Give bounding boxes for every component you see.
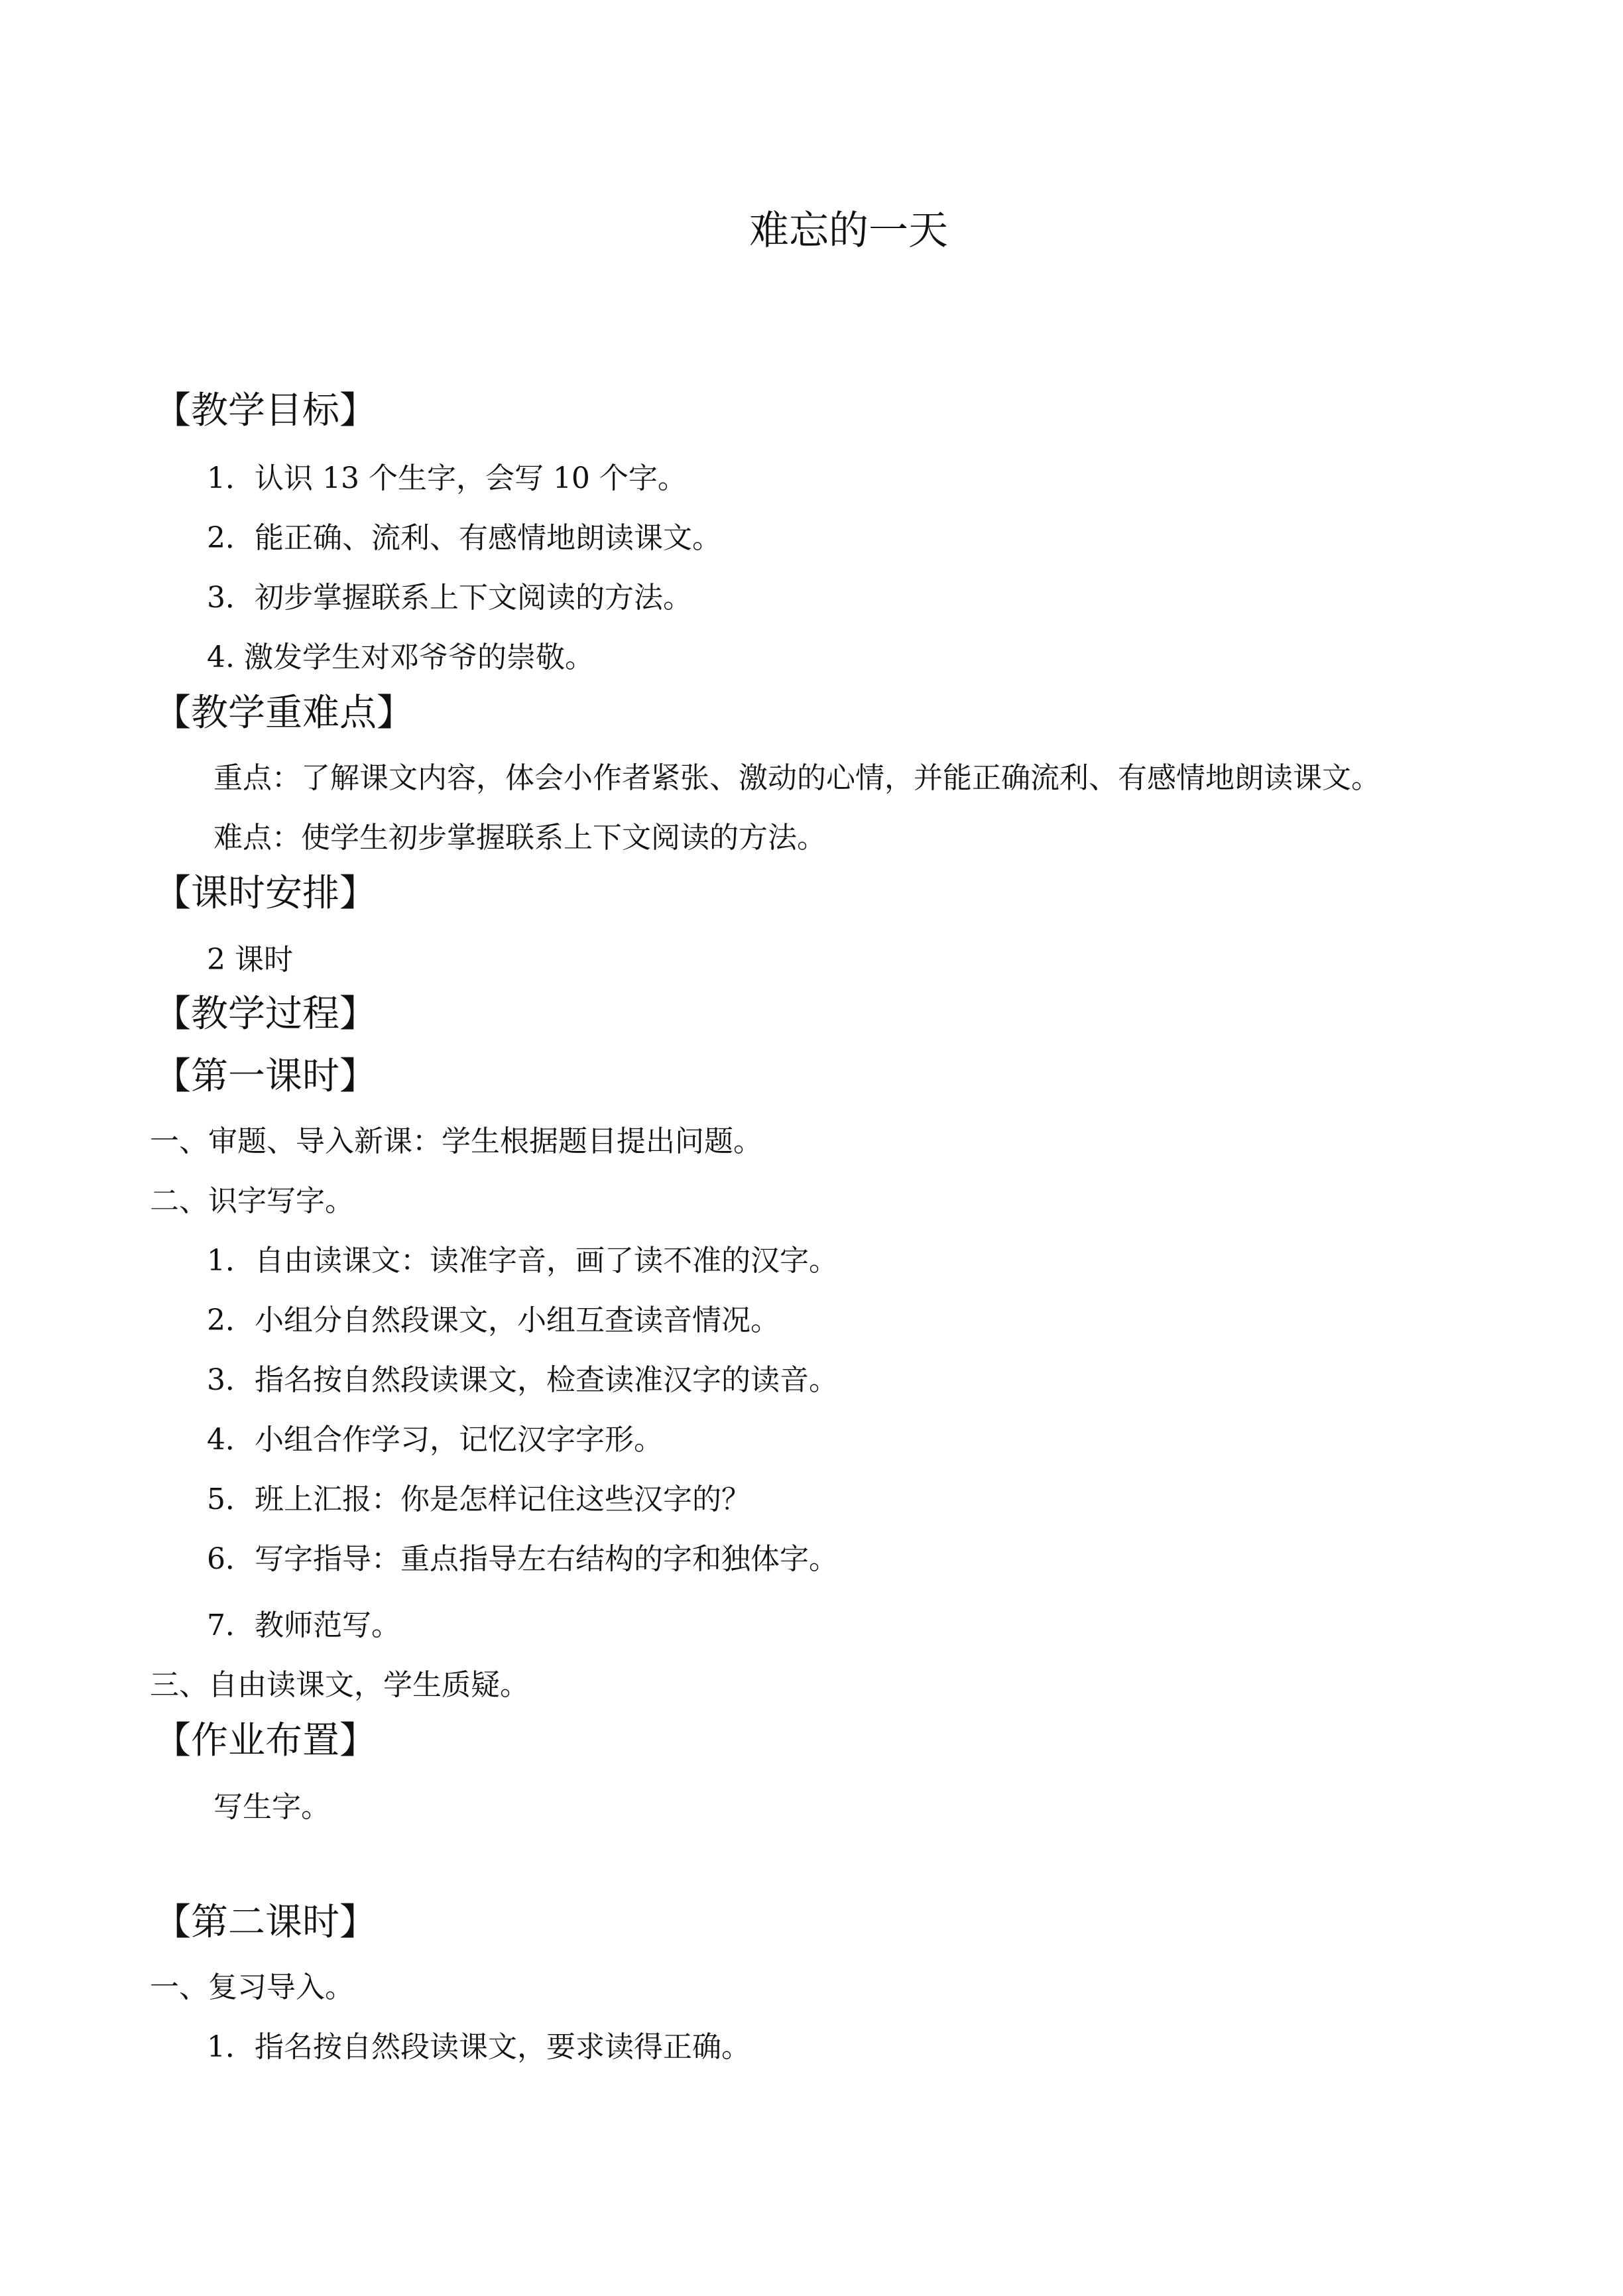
lesson1-step: 三、自由读课文，学生质疑。 — [150, 1668, 529, 1702]
lesson1-substep: 5．班上汇报：你是怎样记住这些汉字的？ — [207, 1482, 751, 1516]
lesson1-step: 二、识字写字。 — [150, 1184, 354, 1218]
key-point-item: 难点：使学生初步掌握联系上下文阅读的方法。 — [213, 821, 826, 855]
lesson1-substep: 7．教师范写。 — [207, 1608, 400, 1642]
homework-item: 写生字。 — [213, 1790, 330, 1824]
lesson1-step: 一、审题、导入新课：学生根据题目提出问题。 — [150, 1124, 762, 1158]
objective-item: 2．能正确、流利、有感情地朗读课文。 — [207, 521, 721, 555]
lesson1-substep: 6．写字指导：重点指导左右结构的字和独体字。 — [207, 1542, 838, 1576]
lesson2-step: 一、复习导入。 — [150, 1970, 354, 2004]
section-heading-homework: 【作业布置】 — [154, 1719, 377, 1762]
section-heading-lesson2: 【第二课时】 — [154, 1901, 377, 1944]
section-heading-key-points: 【教学重难点】 — [154, 692, 414, 735]
schedule-item: 2 课时 — [207, 943, 293, 977]
section-heading-objectives: 【教学目标】 — [154, 389, 377, 432]
lesson2-substep: 1．指名按自然段读课文，要求读得正确。 — [207, 2030, 751, 2064]
objective-item: 4. 激发学生对邓爷爷的崇敬。 — [207, 640, 594, 674]
key-point-item: 重点：了解课文内容，体会小作者紧张、激动的心情，并能正确流利、有感情地朗读课文。 — [213, 761, 1380, 795]
lesson1-substep: 3．指名按自然段读课文，检查读准汉字的读音。 — [207, 1363, 838, 1397]
page-title: 难忘的一天 — [749, 208, 948, 254]
lesson1-substep: 1．自由读课文：读准字音，画了读不准的汉字。 — [207, 1244, 838, 1278]
lesson1-substep: 2．小组分自然段课文，小组互查读音情况。 — [207, 1303, 780, 1337]
lesson1-substep: 4．小组合作学习，记忆汉字字形。 — [207, 1423, 663, 1457]
section-heading-lesson1: 【第一课时】 — [154, 1055, 377, 1098]
section-heading-schedule: 【课时安排】 — [154, 872, 377, 915]
objective-item: 1．认识 13 个生字，会写 10 个字。 — [207, 461, 687, 495]
objective-item: 3．初步掌握联系上下文阅读的方法。 — [207, 581, 692, 615]
section-heading-process: 【教学过程】 — [154, 993, 377, 1036]
